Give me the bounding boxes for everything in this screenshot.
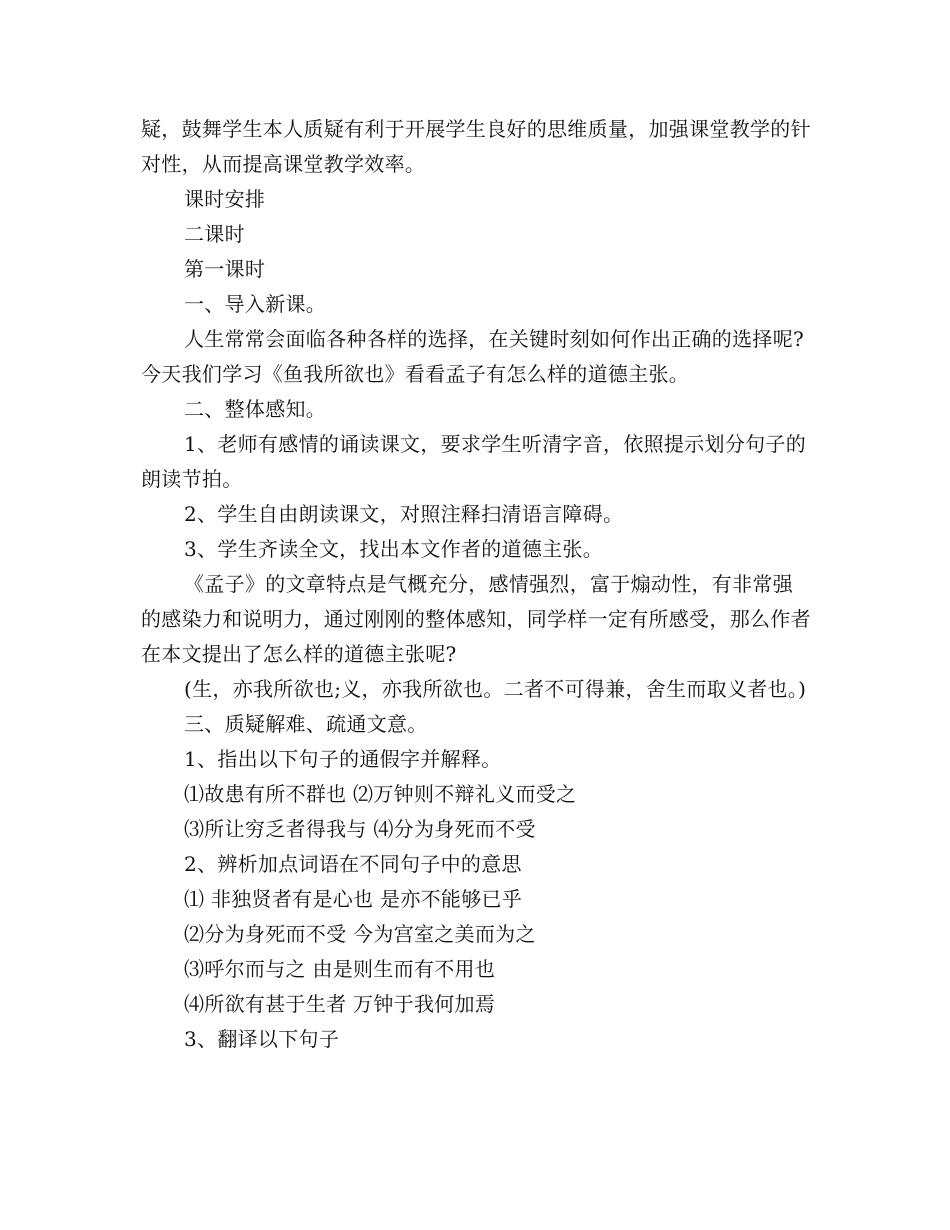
list-item: ⑵分为身死而不受 今为宫室之美而为之	[184, 922, 536, 946]
section-heading: 三、质疑解难、疏通文意。	[184, 712, 428, 736]
list-item: ⑷所欲有甚于生者 万钟于我何加焉	[184, 992, 496, 1016]
list-item: ⑴故患有所不群也 ⑵万钟则不辩礼义而受之	[184, 782, 577, 806]
paragraph: (生，亦我所欲也;义，亦我所欲也。二者不可得兼，舍生而取义者也。)	[184, 677, 807, 701]
document-body	[141, 112, 813, 1057]
paragraph: 《孟子》的文章特点是气概充分，感情强烈，富于煽动性，有非常强的感染力和说明力，通过刚刚的整体感知，同学样一定有所感受，那么作者在本文提出了怎么样的道德主张呢?	[141, 572, 811, 666]
paragraph: 1、指出以下句子的通假字并解释。	[184, 747, 502, 771]
list-item: ⑶所让穷乏者得我与 ⑷分为身死而不受	[184, 817, 536, 841]
paragraph: 课时安排	[184, 187, 266, 211]
paragraph: 第一课时	[184, 257, 266, 281]
paragraph: 2、辨析加点词语在不同句子中的意思	[184, 852, 522, 876]
list-item: ⑶呼尔而与之 由是则生而有不用也	[184, 957, 496, 981]
paragraph: 2、学生自由朗读课文，对照注释扫清语言障碍。	[184, 502, 624, 526]
section-heading: 一、导入新课。	[184, 292, 327, 316]
paragraph: 人生常常会面临各种各样的选择，在关键时刻如何作出正确的选择呢?今天我们学习《鱼我所欲也》看看孟子有怎么样的道德主张。	[141, 327, 805, 386]
paragraph: 1、老师有感情的诵读课文，要求学生听清字音，依照提示划分句子的朗读节拍。	[141, 432, 807, 491]
section-heading: 二、整体感知。	[184, 397, 327, 421]
list-item: ⑴ 非独贤者有是心也 是亦不能够已乎	[184, 887, 523, 911]
paragraph: 3、学生齐读全文，找出本文作者的道德主张。	[184, 537, 604, 561]
paragraph: 3、翻译以下句子	[184, 1027, 340, 1051]
paragraph: 二课时	[184, 222, 245, 246]
paragraph: 疑，鼓舞学生本人质疑有利于开展学生良好的思维质量，加强课堂教学的针对性，从而提高课堂教学效率。	[141, 117, 811, 176]
